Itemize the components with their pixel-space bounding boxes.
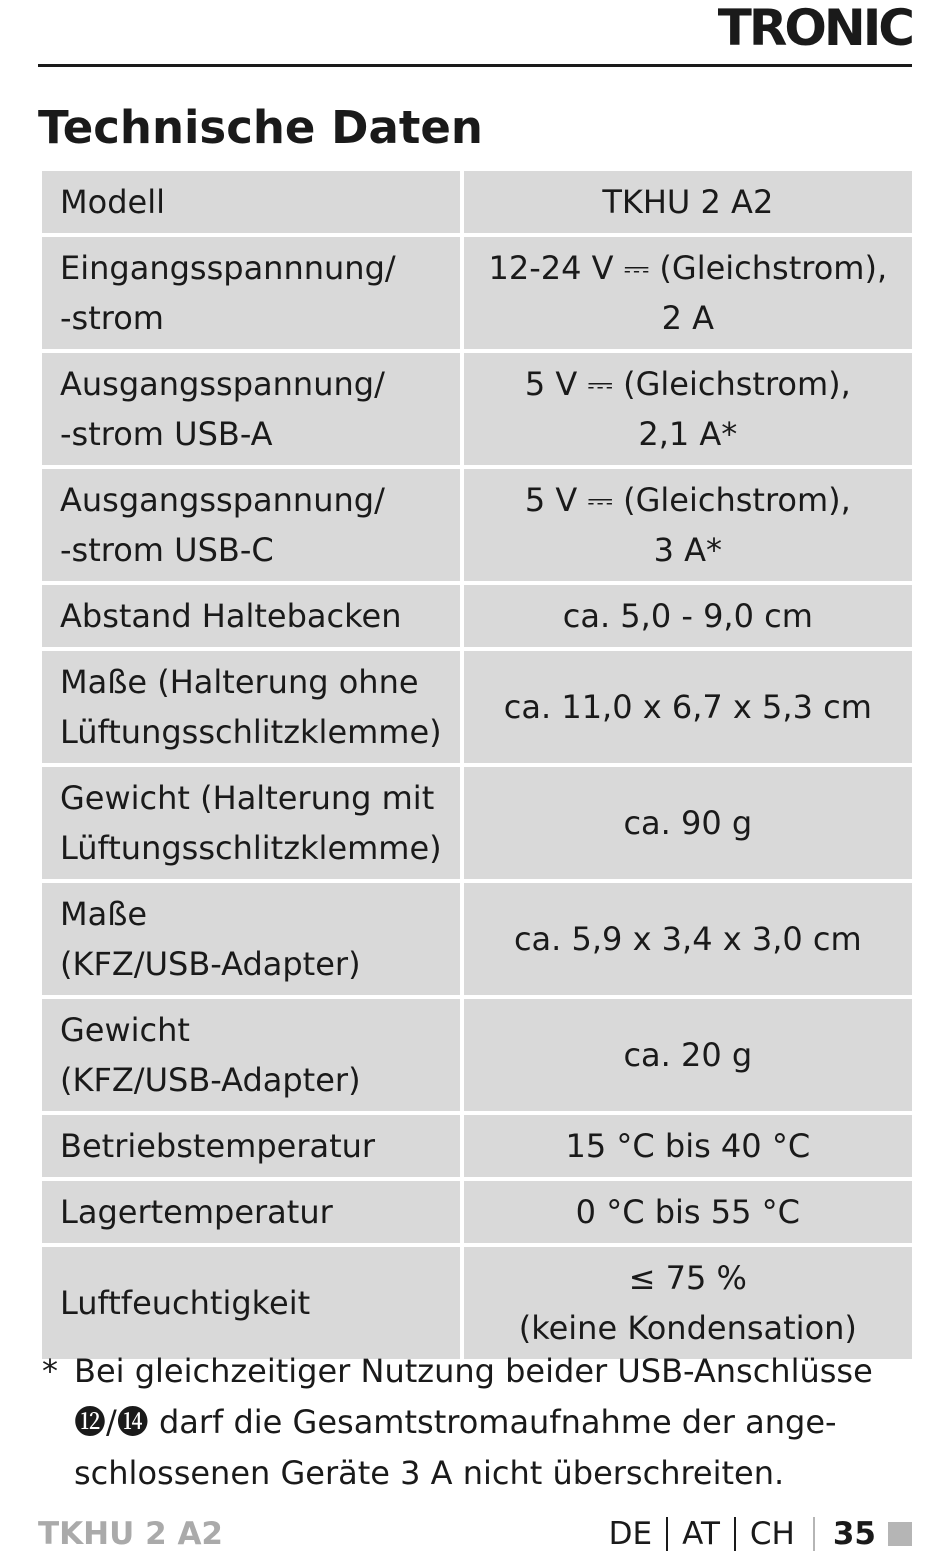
spec-label: Eingangsspannnung/ -strom	[42, 237, 460, 349]
table-row	[42, 1115, 912, 1177]
spec-value: ca. 90 g	[464, 767, 912, 879]
page-marker-square-icon	[888, 1522, 912, 1546]
spec-value: 12-24 V ⎓ (Gleichstrom), 2 A	[464, 237, 912, 349]
footer-model: TKHU 2 A2	[38, 1516, 224, 1552]
table-row	[42, 353, 912, 465]
spec-value: ca. 20 g	[464, 999, 912, 1111]
spec-label: Ausgangsspannung/ -strom USB-A	[42, 353, 460, 465]
spec-value: ca. 11,0 x 6,7 x 5,3 cm	[464, 651, 912, 763]
spec-value: 5 V ⎓ (Gleichstrom), 3 A*	[464, 469, 912, 581]
separator	[813, 1517, 815, 1551]
footer-nav	[609, 1512, 912, 1556]
separator	[666, 1517, 668, 1551]
lang-at: AT	[682, 1516, 720, 1552]
lang-ch: CH	[749, 1516, 795, 1552]
spec-label: Betriebstemperatur	[42, 1115, 460, 1177]
spec-label: Abstand Haltebacken	[42, 585, 460, 647]
footnote	[38, 1346, 908, 1499]
spec-label: Maße (Halterung ohne Lüftungsschlitzklemme)	[42, 651, 460, 763]
table-row	[42, 999, 912, 1111]
separator	[734, 1517, 736, 1551]
spec-value: TKHU 2 A2	[464, 171, 912, 233]
table-row	[42, 651, 912, 763]
table-row	[42, 171, 912, 233]
brand-logo: TRONIC	[717, 0, 912, 57]
spec-label: Modell	[42, 171, 460, 233]
spec-label: Gewicht (KFZ/USB-Adapter)	[42, 999, 460, 1111]
footnote-marker: *	[42, 1352, 58, 1390]
spec-value: ≤ 75 % (keine Kondensation)	[464, 1247, 912, 1359]
spec-value: 0 °C bis 55 °C	[464, 1181, 912, 1243]
section-heading: Technische Daten	[38, 101, 483, 154]
page-number: 35	[832, 1516, 876, 1552]
spec-label: Lagertemperatur	[42, 1181, 460, 1243]
spec-label: Ausgangsspannung/ -strom USB-C	[42, 469, 460, 581]
table-row	[42, 1247, 912, 1359]
header-rule	[38, 64, 912, 67]
spec-label: Maße (KFZ/USB-Adapter)	[42, 883, 460, 995]
table-row	[42, 237, 912, 349]
spec-value: ca. 5,9 x 3,4 x 3,0 cm	[464, 883, 912, 995]
table-row	[42, 883, 912, 995]
spec-value: ca. 5,0 - 9,0 cm	[464, 585, 912, 647]
table-row	[42, 585, 912, 647]
spec-label: Gewicht (Halterung mit Lüftungsschlitzklemme)	[42, 767, 460, 879]
spec-label: Luftfeuchtigkeit	[42, 1247, 460, 1359]
table-row	[42, 767, 912, 879]
lang-de: DE	[608, 1516, 653, 1552]
spec-value: 5 V ⎓ (Gleichstrom), 2,1 A*	[464, 353, 912, 465]
spec-table	[38, 167, 916, 1363]
footnote-text: Bei gleichzeitiger Nutzung beider USB-Anschlüsse ⓬/⓮ darf die Gesamtstromaufnahme der ange- schlossenen Geräte 3 A nicht überschreiten.	[74, 1352, 873, 1492]
spec-value: 15 °C bis 40 °C	[464, 1115, 912, 1177]
table-row	[42, 1181, 912, 1243]
table-row	[42, 469, 912, 581]
